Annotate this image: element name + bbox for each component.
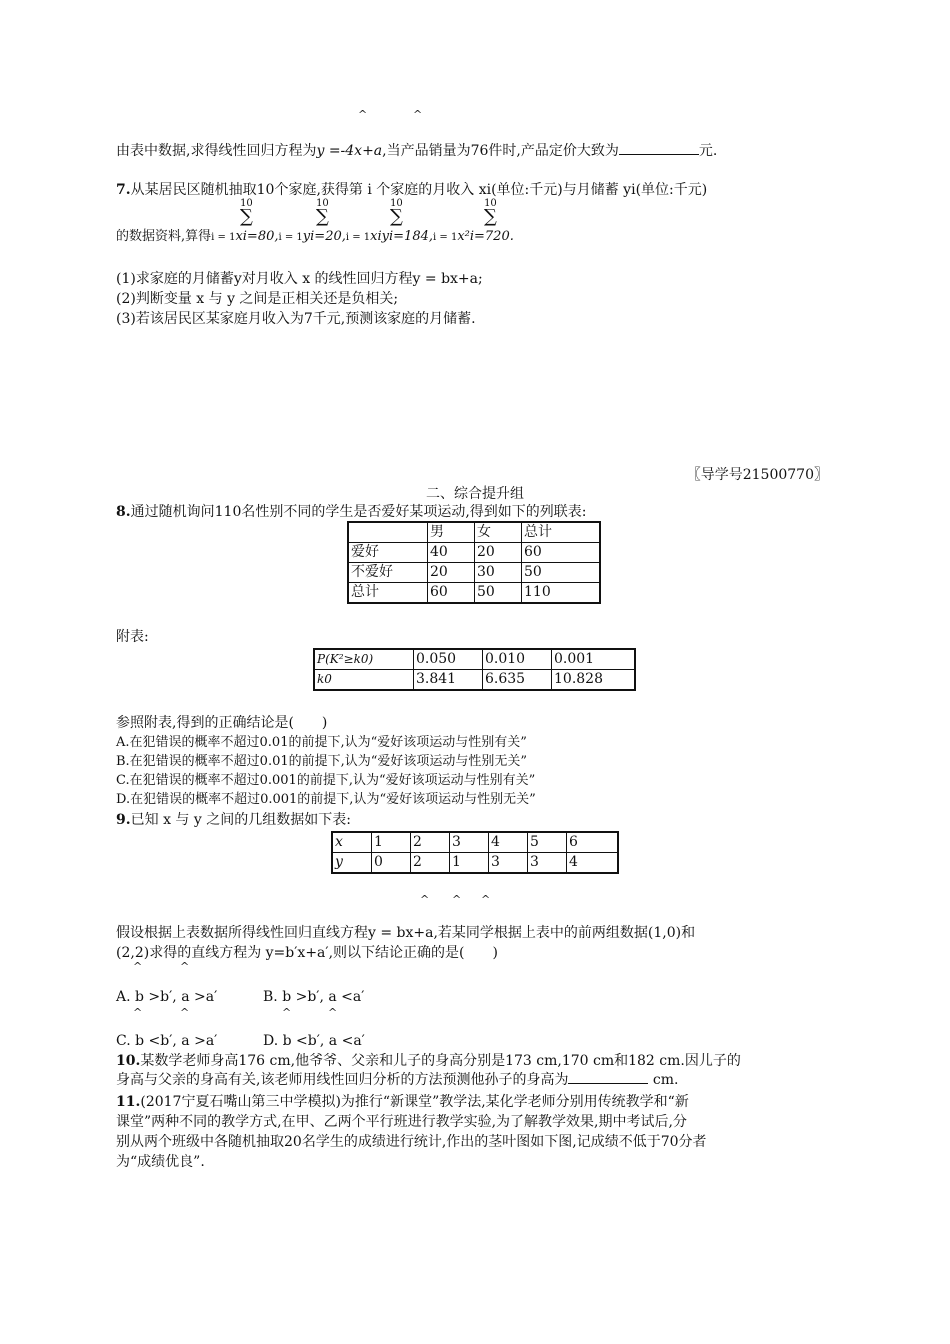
sum-upper: 10 [316,198,329,209]
question-number: 11. [116,1094,141,1110]
q9-option-d[interactable]: D. b <b′, a <a′ [263,1033,365,1049]
hat-mark: ^ [452,893,462,906]
table-row [348,583,600,604]
table-cell: 0.001 [552,649,636,670]
table-row [314,670,635,691]
sum-term: xi=80, [235,229,279,244]
q11-line1 [116,1093,689,1111]
q11-line2: 课堂”两种不同的教学方式,在甲、乙两个平行班进行教学实验,为了解教学效果,期中考试后,分 [116,1114,687,1130]
q10-text: 某数学老师身高176 cm,他爷爷、父亲和儿子的身高分别是173 cm,170 cm和182 cm.因儿子的 [140,1053,741,1069]
table-cell: 4 [567,853,619,874]
sum-lower: i = 1 [278,232,303,243]
q10-line2 [116,1071,678,1089]
question-number: 8. [116,504,131,520]
sum-lower: i = 1 [433,232,458,243]
q9-stem-line [116,811,351,829]
table-cell: 4 [489,832,528,853]
table-cell: 3 [528,853,567,874]
table-row [332,853,618,874]
table-cell: 30 [475,563,522,583]
q8-option-c[interactable]: C.在犯错误的概率不超过0.001的前提下,认为“爱好该项运动与性别有关” [116,773,536,788]
table-cell: 6.635 [483,670,552,691]
table-cell: 1 [372,832,411,853]
q7-part2: (2)判断变量 x 与 y 之间是正相关还是负相关; [116,291,399,307]
q6-tail-line [116,142,717,160]
sum-term: xiyi=184, [370,229,434,244]
question-number: 7. [116,182,131,198]
table-cell [348,522,428,543]
q8-option-b[interactable]: B.在犯错误的概率不超过0.01的前提下,认为“爱好该项运动与性别无关” [116,754,528,769]
table-cell: 女 [475,522,522,543]
q7-line1 [116,181,707,199]
sum-upper: 10 [240,198,253,209]
summation-2 [316,198,329,225]
sigma-icon: ∑ [390,206,403,227]
answer-blank[interactable] [568,1071,648,1084]
q11-line4: 为“成绩优良”. [116,1154,205,1170]
hat-mark: ^ [420,893,430,906]
table-cell: 50 [522,563,601,583]
table-cell: 110 [522,583,601,604]
sum-term: yi=20, [302,229,346,244]
section-title: 二、综合提升组 [426,486,524,502]
q9-options-row2 [116,1032,365,1050]
table-cell: 10.828 [552,670,636,691]
table-row [348,522,600,543]
sum-upper: 10 [390,198,403,209]
table-cell: 1 [450,853,489,874]
table-row [314,649,635,670]
guide-number: 〖导学号21500770〗 [686,467,828,483]
hat-mark: ^ [180,1006,190,1019]
q8-question: 参照附表,得到的正确结论是( ) [116,715,328,731]
q9-options-row1 [116,988,364,1006]
hat-mark: ^ [328,1006,338,1019]
q6-text-before: 由表中数据,求得线性回归方程为 [116,143,317,159]
q11-text: (2017宁夏石嘴山第三中学模拟)为推行“新课堂”教学法,某化学老师分别用传统教学和“新 [140,1094,689,1110]
table-cell: 爱好 [348,543,428,563]
table-cell: 2 [411,832,450,853]
q6-formula: y =-4x+a [316,143,383,159]
table-cell: 3 [489,853,528,874]
q11-line3: 别从两个班级中各随机抽取20名学生的成绩进行统计,作出的茎叶图如下图,记成绩不低于70分者 [116,1134,707,1150]
summation-3 [390,198,403,225]
table-cell: P(K²≥k0) [314,649,414,670]
hat-mark: ^ [358,108,368,121]
sum-upper: 10 [484,198,497,209]
sigma-icon: ∑ [316,206,329,227]
table-cell: 40 [428,543,475,563]
q9-option-b[interactable]: B. b >b′, a <a′ [263,989,365,1005]
q6-unit: 元. [698,143,718,159]
q9-stem: 已知 x 与 y 之间的几组数据如下表: [130,812,351,828]
sigma-icon: ∑ [484,206,497,227]
table-cell: 6 [567,832,619,853]
sum-lower: i = 1 [345,232,371,243]
q6-text-after: ,当产品销量为76件时,产品定价大致为 [382,143,619,159]
sum-lower: i = 1 [211,232,236,243]
table-row [348,563,600,583]
table-row [332,832,618,853]
contingency-table [347,521,601,604]
q8-stem: 通过随机询问110名性别不同的学生是否爱好某项运动,得到如下的列联表: [130,504,587,520]
table-cell: 60 [522,543,601,563]
table-cell: k0 [314,670,414,691]
q8-stem-line [116,503,587,521]
q7-line2 [116,228,514,247]
table-cell: x [332,832,372,853]
data-table [331,831,619,874]
q10-line1 [116,1052,741,1070]
q7-part3: (3)若该居民区某家庭月收入为7千元,预测该家庭的月储蓄. [116,311,476,327]
q9-option-c[interactable]: C. b <b′, a >a′ [116,1033,218,1049]
table-cell: 60 [428,583,475,604]
appendix-table [313,648,636,691]
table-cell: 5 [528,832,567,853]
summation-4 [484,198,497,225]
q8-option-a[interactable]: A.在犯错误的概率不超过0.01的前提下,认为“爱好该项运动与性别有关” [116,735,527,750]
appendix-label: 附表: [116,629,149,645]
q10-line2-prefix: 身高与父亲的身高有关,该老师用线性回归分析的方法预测他孙子的身高为 [116,1072,569,1088]
sigma-icon: ∑ [240,206,253,227]
q10-unit: cm. [652,1072,679,1088]
table-cell: 2 [411,853,450,874]
table-cell: 0.050 [414,649,483,670]
table-cell: 0.010 [483,649,552,670]
table-row [348,543,600,563]
hat-mark: ^ [481,893,491,906]
q7-line2-prefix: 的数据资料,算得 [116,229,212,244]
summation-1 [240,198,253,225]
question-number: 9. [116,812,131,828]
table-cell: 50 [475,583,522,604]
hat-mark: ^ [133,1006,143,1019]
answer-blank[interactable] [619,142,699,155]
table-cell: 总计 [348,583,428,604]
table-cell: 20 [475,543,522,563]
sum-term: x²i=720. [457,229,514,244]
hat-mark: ^ [282,1006,292,1019]
q9-line2: (2,2)求得的直线方程为 y=b′x+a′,则以下结论正确的是( ) [116,945,498,961]
q7-text: 从某居民区随机抽取10个家庭,获得第 i 个家庭的月收入 xi(单位:千元)与月储蓄 yi(单位:千元) [130,182,708,198]
q9-option-a[interactable]: A. b >b′, a >a′ [116,989,218,1005]
q7-part1: (1)求家庭的月储蓄y对月收入 x 的线性回归方程y = bx+a; [116,271,483,287]
table-cell: 3 [450,832,489,853]
table-cell: y [332,853,372,874]
hat-mark: ^ [133,960,143,973]
question-number: 10. [116,1053,141,1069]
table-cell: 总计 [522,522,601,543]
table-cell: 20 [428,563,475,583]
hat-mark: ^ [413,108,423,121]
table-cell: 不爱好 [348,563,428,583]
table-cell: 0 [372,853,411,874]
table-cell: 男 [428,522,475,543]
q9-line1: 假设根据上表数据所得线性回归直线方程y = bx+a,若某同学根据上表中的前两组数据(1,0)和 [116,925,696,941]
hat-mark: ^ [180,960,190,973]
q8-option-d[interactable]: D.在犯错误的概率不超过0.001的前提下,认为“爱好该项运动与性别无关” [116,792,536,807]
table-cell: 3.841 [414,670,483,691]
